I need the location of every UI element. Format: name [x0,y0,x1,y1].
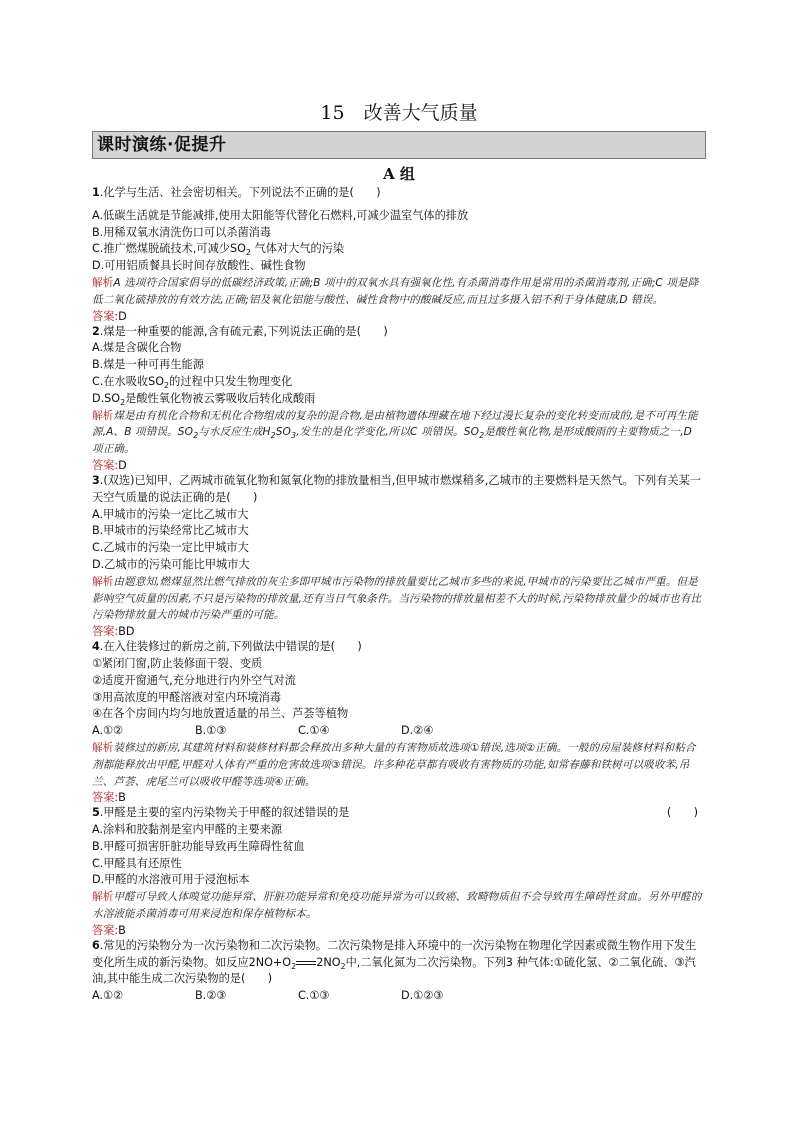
analysis-label: 解析 [92,409,114,422]
answer-paren: ( ) [666,806,698,820]
option-b: B.煤是一种可再生能源 [92,358,204,372]
answer-line: 答案:D [92,309,127,323]
question-1 [92,185,706,324]
analysis-block: 解析煤是由有机化合物和无机化合物组成的复杂的混合物,是由植物遗体埋藏在地下经过漫长复杂的变化转变而成的,是不可再生能源,A、B 项错误。$SO_2$与水反应生成$H_2SO_3$,发生的是化学变化,所以C 项错误。$SO_2$是酸性氧化物,是形成酸雨的主要物质之一,D 项正确。 [92,409,698,456]
option-b: B.①③ [195,724,227,738]
option-row [92,988,706,1005]
option-d: D.可用铝质餐具长时间存放酸性、碱性食物 [92,259,306,273]
analysis-label: 解析 [92,276,114,289]
option-c: C.①③ [298,989,330,1003]
option-a: A.低碳生活就是节能减排,使用太阳能等代替化石燃料,可减少温室气体的排放 [92,208,469,222]
question-stem: .化学与生活、社会密切相关。下列说法不正确的是( ) [99,186,381,199]
answer-line: 答案:BD [92,625,135,639]
question-stem: .甲醛是主要的室内污染物关于甲醛的叙述错误的是 [99,806,350,820]
option-a: A.①② [92,724,124,738]
question-stem: .煤是一种重要的能源,含有硫元素,下列说法正确的是( ) [99,324,388,338]
answer-line: 答案:D [92,458,127,472]
question-number: 3 [92,473,100,487]
option-a: A.甲城市的污染一定比乙城市大 [92,507,249,521]
answer-line: 答案:B [92,923,126,937]
question-number: 5 [92,806,100,820]
option-c: C.在水吸收$SO_2$的过程中只发生物理变化 [92,374,293,391]
reaction-equals-sign [296,959,316,967]
section-banner: 课时演练·促提升 [92,131,706,159]
page-title: 15 改善大气质量 [320,102,478,124]
question-number: 4 [92,640,100,654]
question-stem: .(双选)已知甲、乙两城市硫氧化物和氮氧化物的排放量相当,但甲城市燃煤稍多,乙城市的主要燃料是天然气。下列有关某一天空气质量的说法正确的是( ) [92,473,701,504]
question-stem: .在入住装修过的新房之前,下列做法中错误的是( ) [99,640,362,654]
option-a: A.煤是含碳化合物 [92,341,182,355]
analysis-block: 解析甲醛可导致人体嗅觉功能异常、肝脏功能异常和免疫功能异常为可以致癌、致畸物质但不会导致再生障碍性贫血。另外甲醛的水溶液能杀菌消毒可用来浸泡和保存植物标本。 [92,891,702,921]
answer-line: 答案:B [92,791,126,805]
worksheet-page [92,100,706,1005]
list-item: ②适度开窗通气,充分地进行内外空气对流 [92,673,296,687]
option-c: C.推广燃煤脱硫技术,可减少$SO_2$ 气体对大气的污染 [92,242,345,258]
question-number: 1 [92,186,100,199]
question-6 [92,938,706,1005]
analysis-label: 解析 [92,575,114,588]
analysis-block: 解析装修过的新房,其建筑材料和装修材料都会释放出多种大量的有害物质故选项①错误,选项②正确。一般的房屋装修材料和粘合剂都能释放出甲醛,甲醛对人体有严重的危害故选项③错误。许多种花草都有吸收有害物质的功能,如常春藤和铁树可以吸收苯,吊兰、芦荟、虎尾兰可以吸收甲醛等选项④正确。 [92,741,696,788]
option-b: B.甲醛可损害肝脏功能导致再生障碍性贫血 [92,839,305,853]
option-d: $D.SO_2$是酸性氧化物被云雾吸收后转化成酸雨 [92,391,316,407]
list-item: ③用高浓度的甲醛溶液对室内环境消毒 [92,690,282,704]
option-c: C.甲醛具有还原性 [92,856,182,870]
question-stem: .常见的污染物分为一次污染物和二次污染物。二次污染物是排入环境中的一次污染物在物理化学因素或微生物作用下发生变化所生成的新污染物。如反应$2NO+O_2$ $2NO_2$中,二氧化氮为二次污染物。下列3 种气体:①硫化氢、②二氧化硫、③汽油,其中能生成二次污染物的是( ) [92,938,697,986]
option-c: C.①④ [298,724,330,738]
list-item: ①紧闭门窗,防止装修面干裂、变质 [92,656,263,670]
analysis-block: 解析A 选项符合国家倡导的低碳经济政策,正确;B 项中的双氧水具有强氧化性,有杀菌消毒作用是常用的杀菌消毒剂,正确;C 项是降低二氧化硫排放的有效方法,正确;铝及氧化铝能与酸性、碱性食物中的酸碱反应,而且过多摄入铝不利于身体健康,D 错误。 [92,276,699,306]
option-b: B.用稀双氧水清洗伤口可以杀菌消毒 [92,225,272,239]
option-d: D.乙城市的污染可能比甲城市大 [92,557,250,571]
question-4 [92,639,706,805]
option-a: A.①② [92,989,124,1003]
option-c: C.乙城市的污染一定比甲城市大 [92,541,249,555]
analysis-block: 解析由题意知,燃煤显然比燃气排放的灰尘多即甲城市污染物的排放量要比乙城市多些的来说,甲城市的污染要比乙城市严重。但是影响空气质量的因素,不只是污染物的排放量,还有当日气象条件。当污染物的排放量相差不大的时候,污染物排放量少的城市也有比污染物排放量大的城市污染严重的可能。 [92,575,702,622]
question-3 [92,473,706,639]
option-b: B.甲城市的污染经常比乙城市大 [92,524,249,538]
question-5 [92,805,706,938]
option-d: D.①②③ [401,989,444,1003]
group-heading: A 组 [383,165,415,183]
analysis-label: 解析 [92,891,114,904]
option-row [92,723,706,740]
option-b: B.②③ [195,989,227,1003]
question-number: 6 [92,938,100,952]
analysis-label: 解析 [92,741,114,754]
option-d: D.甲醛的水溶液可用于浸泡标本 [92,873,250,887]
question-2 [92,324,706,473]
option-a: A.涂料和胶黏剂是室内甲醛的主要来源 [92,823,283,837]
question-number: 2 [92,324,100,338]
option-d: D.②④ [401,724,434,738]
list-item: ④在各个房间内均匀地放置适量的吊兰、芦荟等植物 [92,707,349,721]
